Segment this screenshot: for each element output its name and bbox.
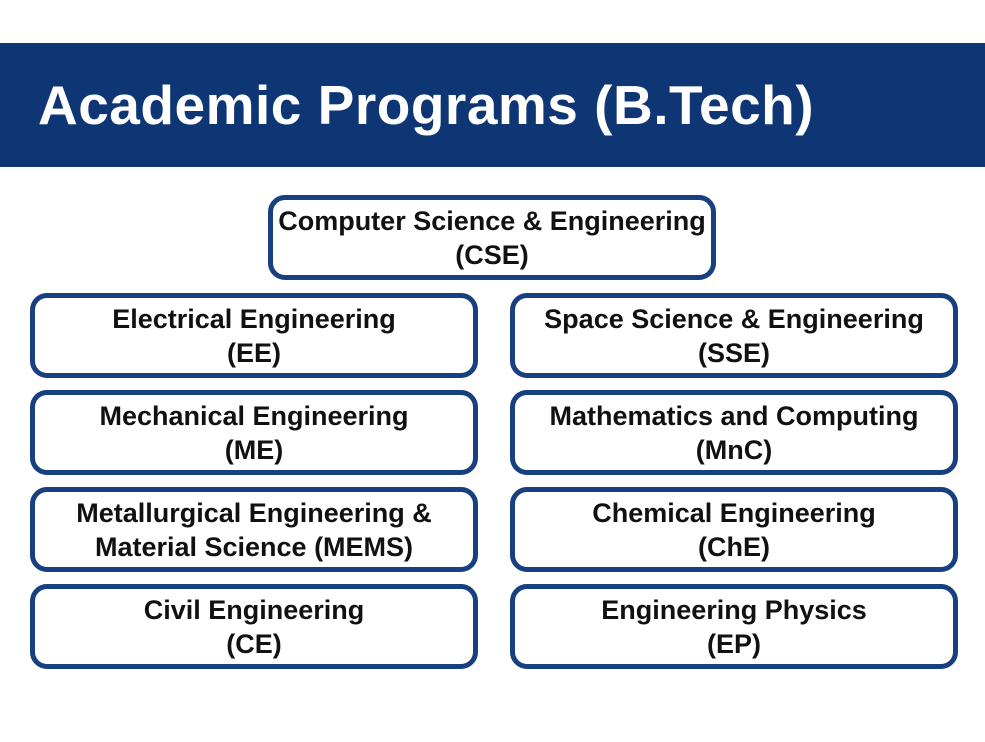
- program-card-ee[interactable]: [30, 293, 478, 378]
- program-card-mnc[interactable]: [510, 390, 958, 475]
- program-abbr: (EP): [707, 628, 761, 659]
- program-name: Mathematics and Computing: [549, 400, 919, 431]
- program-card-ep[interactable]: [510, 584, 958, 669]
- program-card-sse[interactable]: [510, 293, 958, 378]
- program-abbr: (EE): [227, 337, 281, 368]
- program-name: Mechanical Engineering: [99, 400, 409, 431]
- program-name: Civil Engineering: [143, 594, 365, 625]
- program-name: Engineering Physics: [601, 594, 867, 625]
- page-title: Academic Programs (B.Tech): [38, 74, 815, 136]
- header-banner: [0, 43, 985, 167]
- program-abbr: (ME): [224, 434, 284, 465]
- program-name: Computer Science & Engineering: [278, 205, 706, 236]
- program-name: Metallurgical Engineering &: [76, 497, 432, 528]
- program-abbr: (SSE): [697, 337, 770, 368]
- program-name: Chemical Engineering: [592, 497, 876, 528]
- program-name: Electrical Engineering: [112, 303, 396, 334]
- program-abbr: (MnC): [695, 434, 773, 465]
- program-abbr: Material Science (MEMS): [94, 531, 414, 562]
- program-name: Space Science & Engineering: [544, 303, 924, 334]
- program-card-mems[interactable]: [30, 487, 478, 572]
- program-card-me[interactable]: [30, 390, 478, 475]
- program-abbr: (ChE): [698, 531, 770, 562]
- program-card-che[interactable]: [510, 487, 958, 572]
- program-card-cse[interactable]: [268, 195, 716, 280]
- program-abbr: (CE): [226, 628, 282, 659]
- program-abbr: (CSE): [455, 239, 529, 270]
- program-card-ce[interactable]: [30, 584, 478, 669]
